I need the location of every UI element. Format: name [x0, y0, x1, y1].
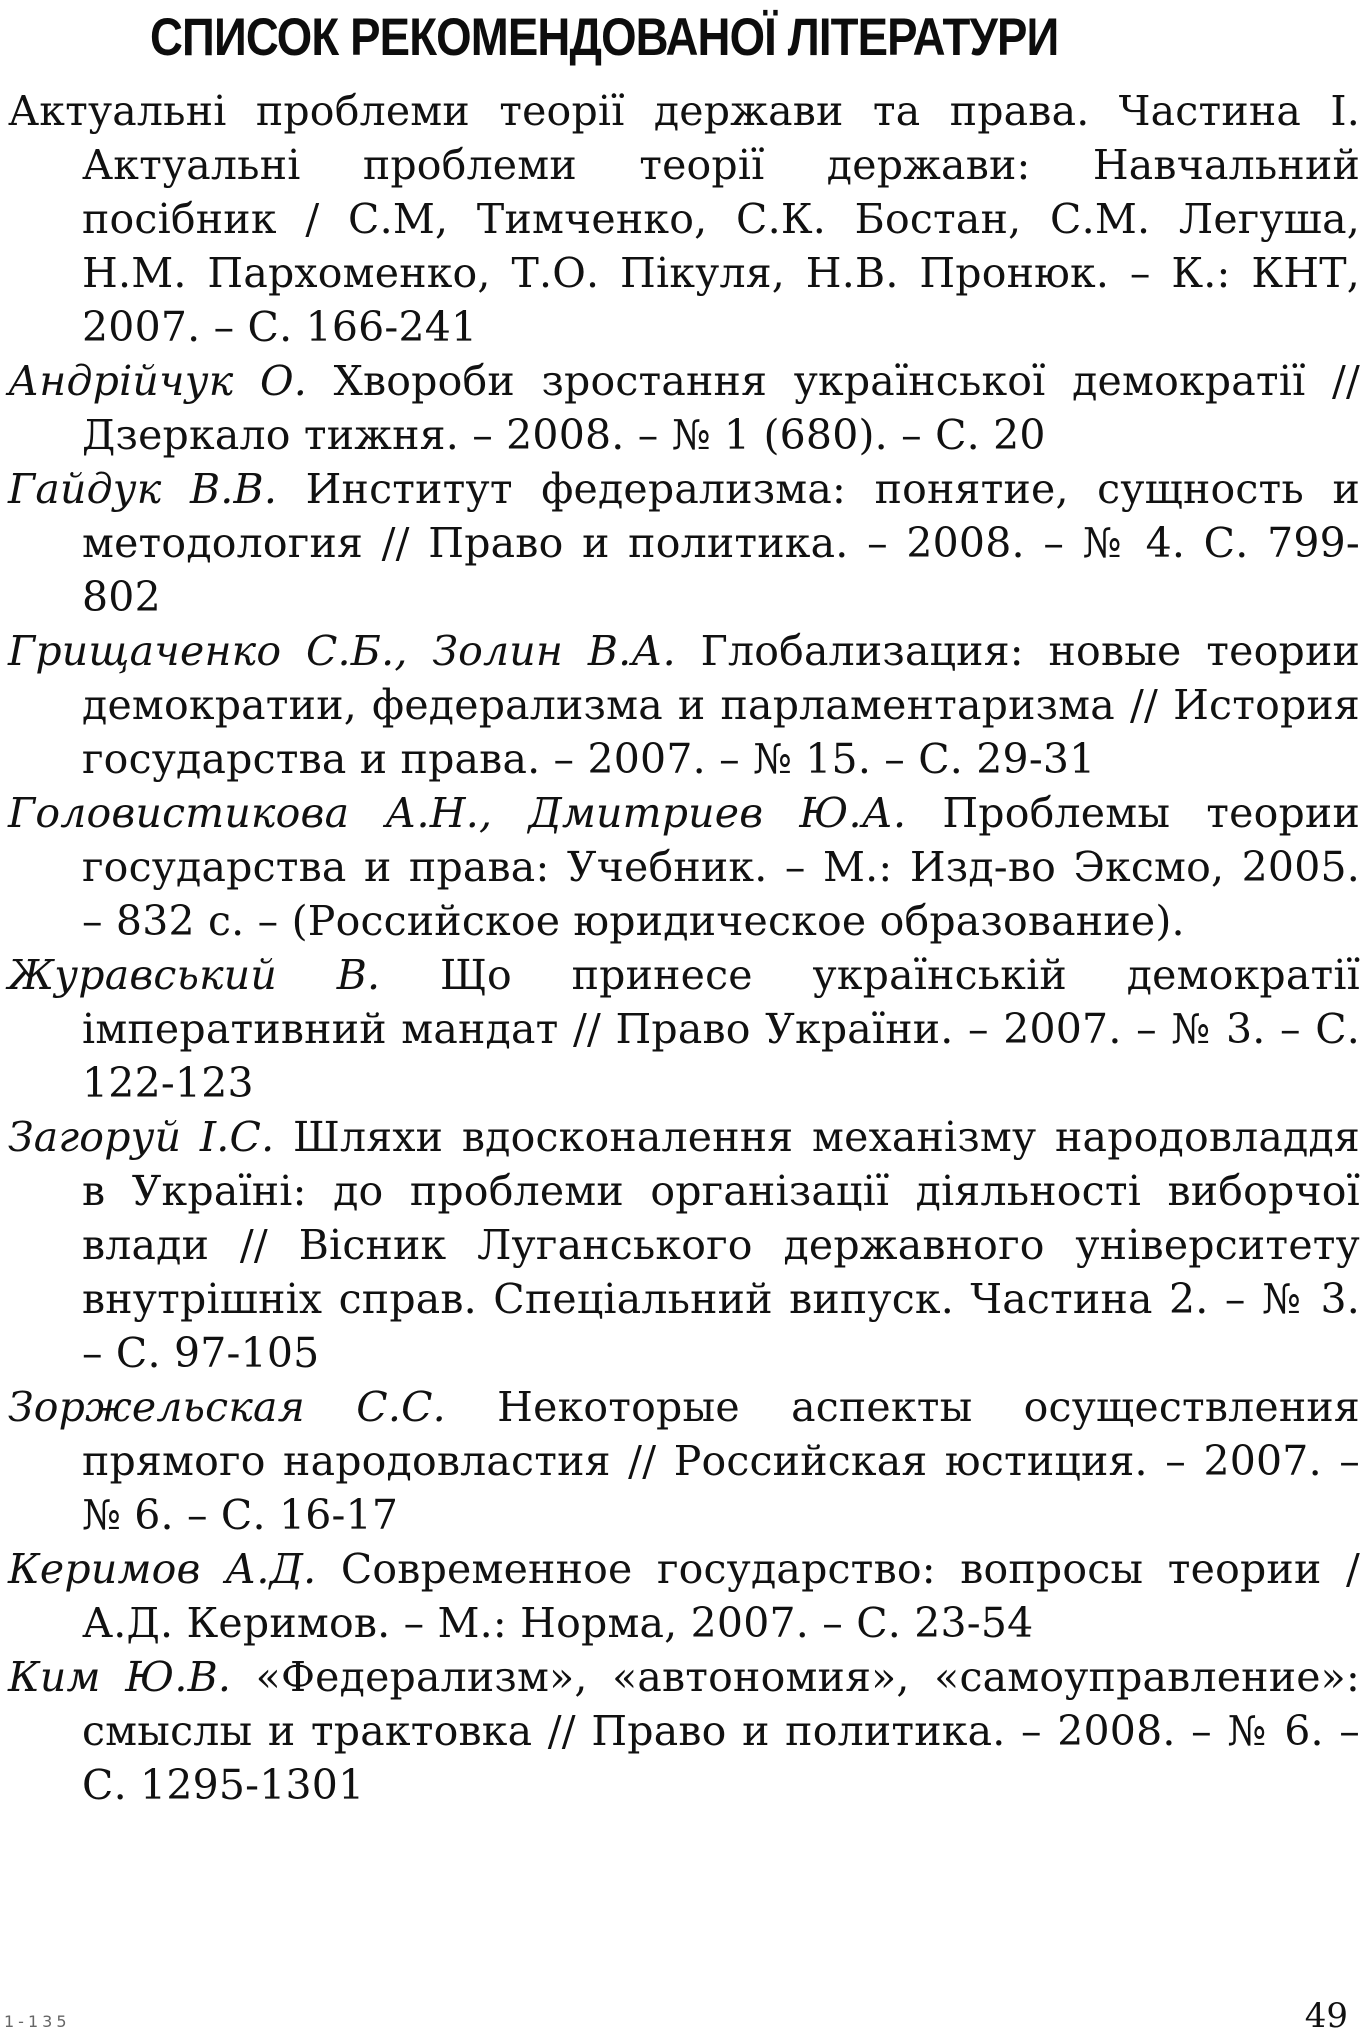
- page-number: 49: [1304, 1996, 1348, 2036]
- reference-text: Проблемы теории государства и права: Учебник. – М.: Изд-во Эксмо, 2005. – 832 с. – (Российское юридическое образование).: [82, 789, 1360, 945]
- reference-item: [8, 1650, 1360, 1812]
- reference-text: Шляхи вдосконалення механізму народовладдя в Україні: до проблеми організації діяльності виборчої влади // Вісник Луганського державного університету внутрішніх справ. Спеціальний випуск. Частина 2. – № 3. – С. 97-105: [82, 1113, 1360, 1377]
- reference-item: [8, 354, 1360, 462]
- reference-author: Головистикова А.Н., Дмитриев Ю.А.: [8, 789, 907, 837]
- reference-item: [8, 624, 1360, 786]
- reference-text: Актуальні проблеми теорії держави та права. Частина I. Актуальні проблеми теорії держави: Навчальний посібник / С.М, Тимченко, С.К. Бостан, С.М. Легуша, Н.М. Пархоменко, Т.О. Пікуля, Н.В. Пронюк. – К.: КНТ, 2007. – С. 166-241: [8, 87, 1360, 351]
- reference-item: [8, 1110, 1360, 1380]
- reference-text: Некоторые аспекты осуществления прямого народовластия // Российская юстиция. – 2007. – № 6. – С. 16-17: [82, 1383, 1360, 1539]
- reference-item: [8, 948, 1360, 1110]
- page-title: СПИСОК РЕКОМЕНДОВАНОЇ ЛІТЕРАТУРИ: [150, 8, 1059, 67]
- reference-author: Ким Ю.В.: [8, 1653, 232, 1701]
- reference-author: Журавський В.: [8, 951, 381, 999]
- reference-text: Що принесе українській демократії імперативний мандат // Право України. – 2007. – № 3. – С. 122-123: [82, 951, 1360, 1107]
- reference-author: Зоржельская С.С.: [8, 1383, 446, 1431]
- reference-item: [8, 462, 1360, 624]
- reference-author: Гайдук В.В.: [8, 465, 278, 513]
- reference-author: Керимов А.Д.: [8, 1545, 317, 1593]
- reference-author: Загоруй І.С.: [8, 1113, 275, 1161]
- reference-text: Современное государство: вопросы теории / А.Д. Керимов. – М.: Норма, 2007. – С. 23-54: [82, 1545, 1360, 1647]
- reference-item: [8, 1380, 1360, 1542]
- reference-text: «Федерализм», «автономия», «самоуправление»: смыслы и трактовка // Право и политика. – 2008. – № 6. – С. 1295-1301: [82, 1653, 1360, 1809]
- reference-item: [8, 84, 1360, 354]
- reference-item: [8, 786, 1360, 948]
- reference-author: Андрійчук О.: [8, 357, 307, 405]
- reference-text: Глобализация: новые теории демократии, федерализма и парламентаризма // История государства и права. – 2007. – № 15. – С. 29-31: [82, 627, 1360, 783]
- reference-list: [8, 84, 1360, 1812]
- reference-item: [8, 1542, 1360, 1650]
- footer-print-mark: 1-135: [4, 2012, 71, 2031]
- reference-author: Грищаченко С.Б., Золин В.А.: [8, 627, 676, 675]
- reference-text: Институт федерализма: понятие, сущность и методология // Право и политика. – 2008. – № 4. С. 799-802: [82, 465, 1360, 621]
- reference-text: Хвороби зростання української демократії // Дзеркало тижня. – 2008. – № 1 (680). – С. 20: [82, 357, 1360, 459]
